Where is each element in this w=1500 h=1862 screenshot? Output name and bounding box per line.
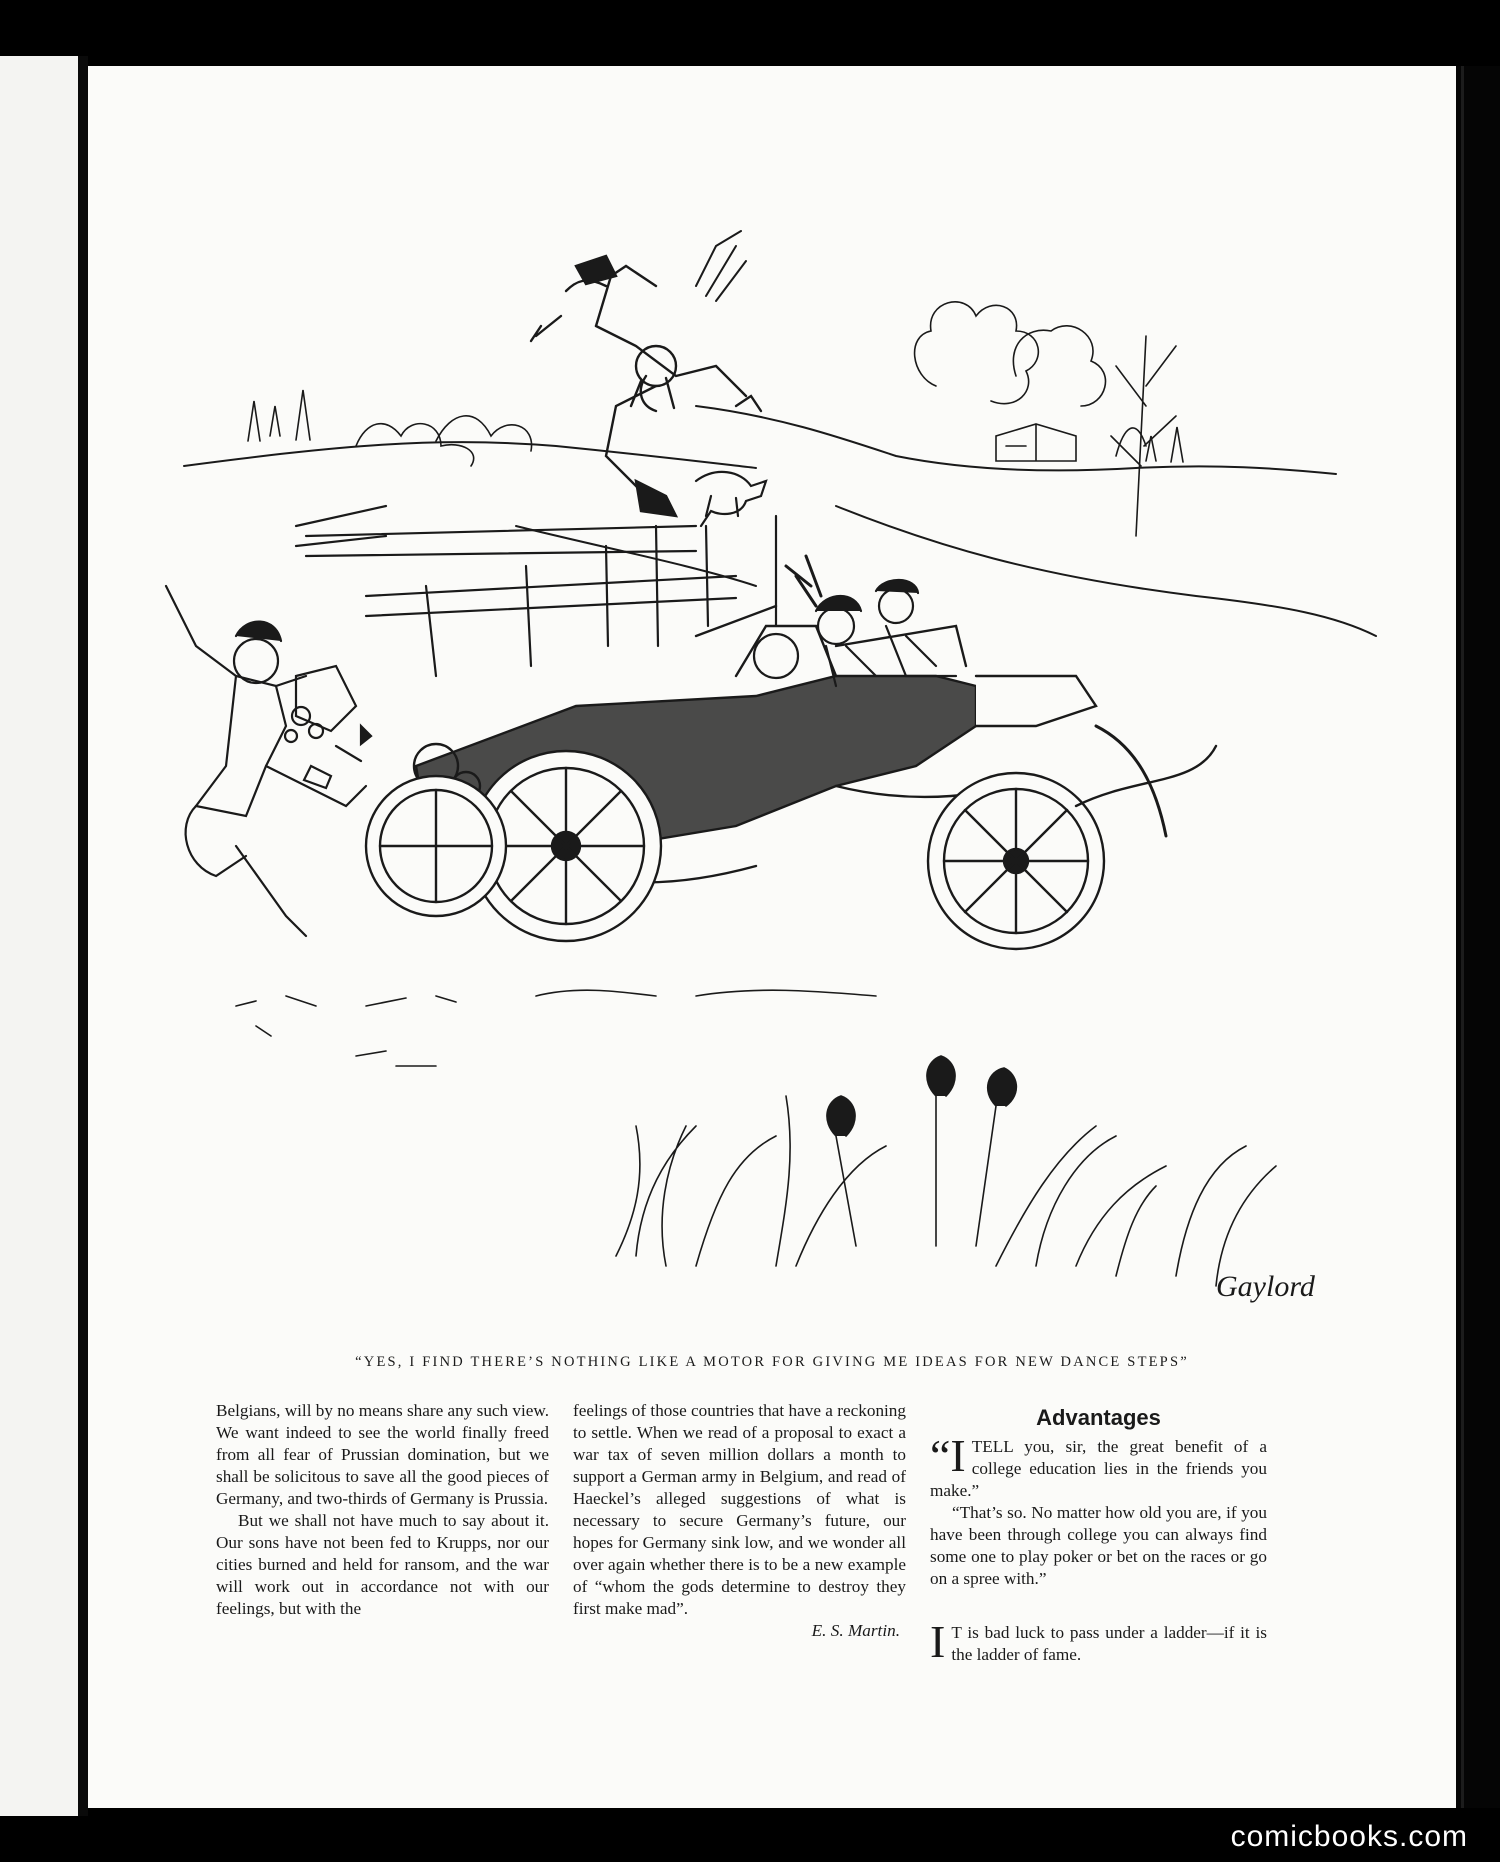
rear-wheel (928, 773, 1104, 949)
jokes-column (930, 1400, 1267, 1666)
section-heading: Advantages (1036, 1405, 1161, 1430)
artist-signature: Gaylord (1216, 1270, 1315, 1303)
paragraph: Belgians, will by no means share any such view. We want indeed to see the world finally freed from all fear of Prussian domination, but we shall be solicitous to save all the good pieces of Germany, and two-thirds of Germany is Prussia. (216, 1401, 550, 1508)
hillside (184, 406, 1376, 636)
couple-in-car (754, 556, 956, 686)
joke-paragraph: “That’s so. No matter how old you are, if you have been through college you can always find some one to play poker or bet on the races or go on a spree with.” (930, 1503, 1267, 1588)
drop-cap: I (930, 1616, 946, 1667)
joke-text: T is bad luck to pass under a ladder—if it is the ladder of fame. (951, 1623, 1267, 1664)
joke-text: TELL you, sir, the great benefit of a college education lies in the friends you make.” (930, 1437, 1267, 1500)
cartoon-illustration (136, 206, 1396, 1336)
back-wheel-left (366, 776, 506, 916)
drop-cap: “I (930, 1430, 966, 1481)
bare-tree (1111, 336, 1176, 536)
joke-paragraph (930, 1616, 1267, 1667)
distant-trees (248, 302, 1183, 466)
magazine-page (88, 66, 1456, 1808)
article-column-2 (573, 1400, 906, 1642)
paragraph: feelings of those countries that have a reckoning to settle. When we read of a proposal to exact a war tax of seven million dollars a month to support a German army in Belgium, and read of Haeckel’s alleged suggestions of what is necessary to secure Germany’s future, our hopes for Germany sink low, and we wonder all over again whether there is to be a new example of “whom the gods determine to destroy they first make mad”. (573, 1401, 906, 1618)
joke-paragraph (930, 1430, 1267, 1502)
gutter (78, 56, 88, 1816)
farmhouse (996, 424, 1076, 461)
spine (1456, 66, 1500, 1808)
startled-woman (166, 586, 371, 936)
running-dog (696, 472, 766, 526)
paragraph: But we shall not have much to say about it. Our sons have not been fed to Krupps, nor our cities burned and held for ransom, and the war will work out in accordance not with our feelings, but with the (216, 1511, 549, 1618)
left-page-edge (0, 56, 81, 1816)
article-column-1 (216, 1400, 549, 1620)
author-byline: E. S. Martin. (811, 1621, 900, 1640)
motor-car (366, 606, 1216, 949)
cartoon-caption: “YES, I FIND THERE’S NOTHING LIKE A MOTOR FOR GIVING ME IDEAS FOR NEW DANCE STEPS” (355, 1354, 1189, 1370)
site-watermark: comicbooks.com (1230, 1820, 1468, 1853)
road-and-weeds (236, 990, 1276, 1286)
